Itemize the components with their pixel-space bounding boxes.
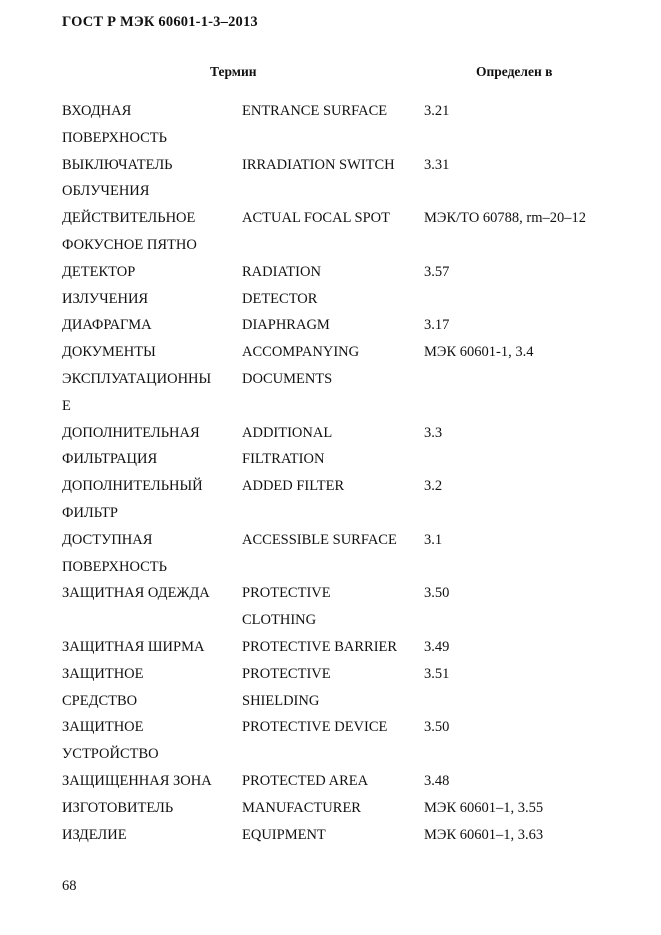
term-row [62, 822, 642, 849]
definition-reference: 3.2 [424, 478, 443, 495]
russian-term-line: ЗАЩИТНОЕ [62, 665, 144, 682]
defined-in-column-heading: Определен в [476, 64, 553, 79]
english-term [242, 339, 424, 419]
russian-term [62, 205, 242, 259]
english-term [242, 714, 424, 768]
definition-reference: 3.49 [424, 638, 450, 655]
russian-term [62, 259, 242, 313]
definition-reference: МЭК/ТО 60788, rm–20–12 [424, 210, 587, 227]
english-term-line: PROTECTED AREA [242, 772, 369, 789]
definition-reference: МЭК 60601–1, 3.63 [424, 826, 544, 843]
russian-term-line: ДИАФРАГМА [62, 317, 152, 334]
english-term-line: ACCESSIBLE SURFACE [242, 531, 397, 548]
english-term-line: DETECTOR [242, 290, 318, 307]
definition-reference: 3.1 [424, 531, 443, 548]
english-term-line: ADDITIONAL [242, 424, 333, 441]
english-term-line: EQUIPMENT [242, 826, 326, 843]
english-term-line: ENTRANCE SURFACE [242, 103, 388, 119]
russian-term [62, 714, 242, 768]
term-row [62, 312, 642, 339]
russian-term [62, 312, 242, 339]
term-row [62, 420, 642, 474]
russian-term [62, 580, 242, 634]
russian-term-line: ЭКСПЛУАТАЦИОННЫ [62, 370, 212, 387]
english-term [242, 634, 424, 661]
term-row [62, 768, 642, 795]
definition-reference: 3.3 [424, 424, 443, 441]
russian-term-line: ИЗЛУЧЕНИЯ [62, 290, 149, 307]
russian-term-line: Е [62, 397, 71, 414]
english-term [242, 312, 424, 339]
english-term [242, 527, 424, 581]
document-header: ГОСТ Р МЭК 60601-1-3–2013 [62, 14, 258, 30]
term-row [62, 795, 642, 822]
term-row [62, 259, 642, 313]
english-term-line: PROTECTIVE BARRIER [242, 638, 398, 655]
page-number: 68 [62, 878, 77, 894]
definition-reference: 3.51 [424, 665, 450, 682]
russian-term [62, 420, 242, 474]
definition-reference: 3.17 [424, 317, 450, 334]
definition-reference: 3.21 [424, 103, 450, 119]
russian-term-line: ДОКУМЕНТЫ [62, 344, 156, 361]
english-term-line: PROTECTIVE DEVICE [242, 719, 388, 736]
english-term [242, 795, 424, 822]
english-term-line: RADIATION [242, 263, 321, 280]
english-term-line: ADDED FILTER [242, 478, 345, 495]
english-term [242, 259, 424, 313]
definition-reference: МЭК 60601-1, 3.4 [424, 344, 534, 361]
russian-term-line: ОБЛУЧЕНИЯ [62, 183, 150, 200]
russian-term-line: ФОКУСНОЕ ПЯТНО [62, 236, 197, 253]
english-term-line: PROTECTIVE [242, 665, 331, 682]
russian-term [62, 768, 242, 795]
english-term-line: ACTUAL FOCAL SPOT [242, 210, 390, 227]
english-term [242, 580, 424, 634]
russian-term-line: ДЕТЕКТОР [62, 263, 136, 280]
english-term [242, 420, 424, 474]
english-term [242, 473, 424, 527]
russian-term-line: ЗАЩИТНАЯ ШИРМА [62, 638, 205, 655]
russian-term-line: ФИЛЬТРАЦИЯ [62, 451, 158, 468]
term-row [62, 98, 642, 152]
russian-term [62, 822, 242, 849]
term-column-heading: Термин [210, 64, 257, 79]
english-term-line: MANUFACTURER [242, 799, 361, 816]
english-term-line: ACCOMPANYING [242, 344, 360, 361]
russian-term [62, 152, 242, 206]
english-term [242, 661, 424, 715]
russian-term-line: ДОПОЛНИТЕЛЬНЫЙ [62, 478, 203, 495]
terms-index-list [62, 98, 642, 848]
russian-term [62, 634, 242, 661]
russian-term-line: ИЗДЕЛИЕ [62, 826, 127, 843]
term-row [62, 714, 642, 768]
definition-reference: 3.48 [424, 772, 450, 789]
russian-term-line: ПОВЕРХНОСТЬ [62, 558, 167, 575]
definition-reference: 3.50 [424, 585, 450, 602]
english-term [242, 152, 424, 206]
english-term-line: PROTECTIVE [242, 585, 331, 602]
russian-term-line: ДЕЙСТВИТЕЛЬНОЕ [62, 210, 196, 227]
russian-term-line: ДОПОЛНИТЕЛЬНАЯ [62, 424, 200, 441]
term-row [62, 205, 642, 259]
english-term-line: SHIELDING [242, 692, 320, 709]
russian-term-line: ДОСТУПНАЯ [62, 531, 153, 548]
term-row [62, 527, 642, 581]
russian-term-line: УСТРОЙСТВО [62, 746, 159, 763]
russian-term [62, 98, 242, 152]
russian-term-line: ВЫКЛЮЧАТЕЛЬ [62, 156, 173, 173]
english-term-line: DIAPHRAGM [242, 317, 330, 334]
english-term [242, 768, 424, 795]
russian-term [62, 473, 242, 527]
russian-term [62, 661, 242, 715]
russian-term-line: ИЗГОТОВИТЕЛЬ [62, 799, 174, 816]
russian-term-line: ЗАЩИЩЕННАЯ ЗОНА [62, 772, 212, 789]
russian-term-line: ФИЛЬТР [62, 504, 118, 521]
term-row [62, 339, 642, 419]
term-row [62, 152, 642, 206]
term-row [62, 661, 642, 715]
english-term [242, 205, 424, 259]
term-row [62, 473, 642, 527]
term-row [62, 634, 642, 661]
english-term-line: DOCUMENTS [242, 370, 333, 387]
english-term [242, 822, 424, 849]
russian-term [62, 795, 242, 822]
definition-reference: 3.31 [424, 156, 450, 173]
english-term-line: CLOTHING [242, 612, 317, 629]
definition-reference: МЭК 60601–1, 3.55 [424, 799, 544, 816]
russian-term-line: ЗАЩИТНАЯ ОДЕЖДА [62, 585, 210, 602]
russian-term-line: ПОВЕРХНОСТЬ [62, 129, 167, 146]
english-term-line: IRRADIATION SWITCH [242, 156, 395, 173]
russian-term-line: ВХОДНАЯ [62, 103, 132, 119]
russian-term-line: СРЕДСТВО [62, 692, 138, 709]
definition-reference: 3.50 [424, 719, 450, 736]
definition-reference: 3.57 [424, 263, 450, 280]
russian-term [62, 339, 242, 419]
term-row [62, 580, 642, 634]
english-term-line: FILTRATION [242, 451, 325, 468]
russian-term [62, 527, 242, 581]
russian-term-line: ЗАЩИТНОЕ [62, 719, 144, 736]
english-term [242, 98, 424, 152]
